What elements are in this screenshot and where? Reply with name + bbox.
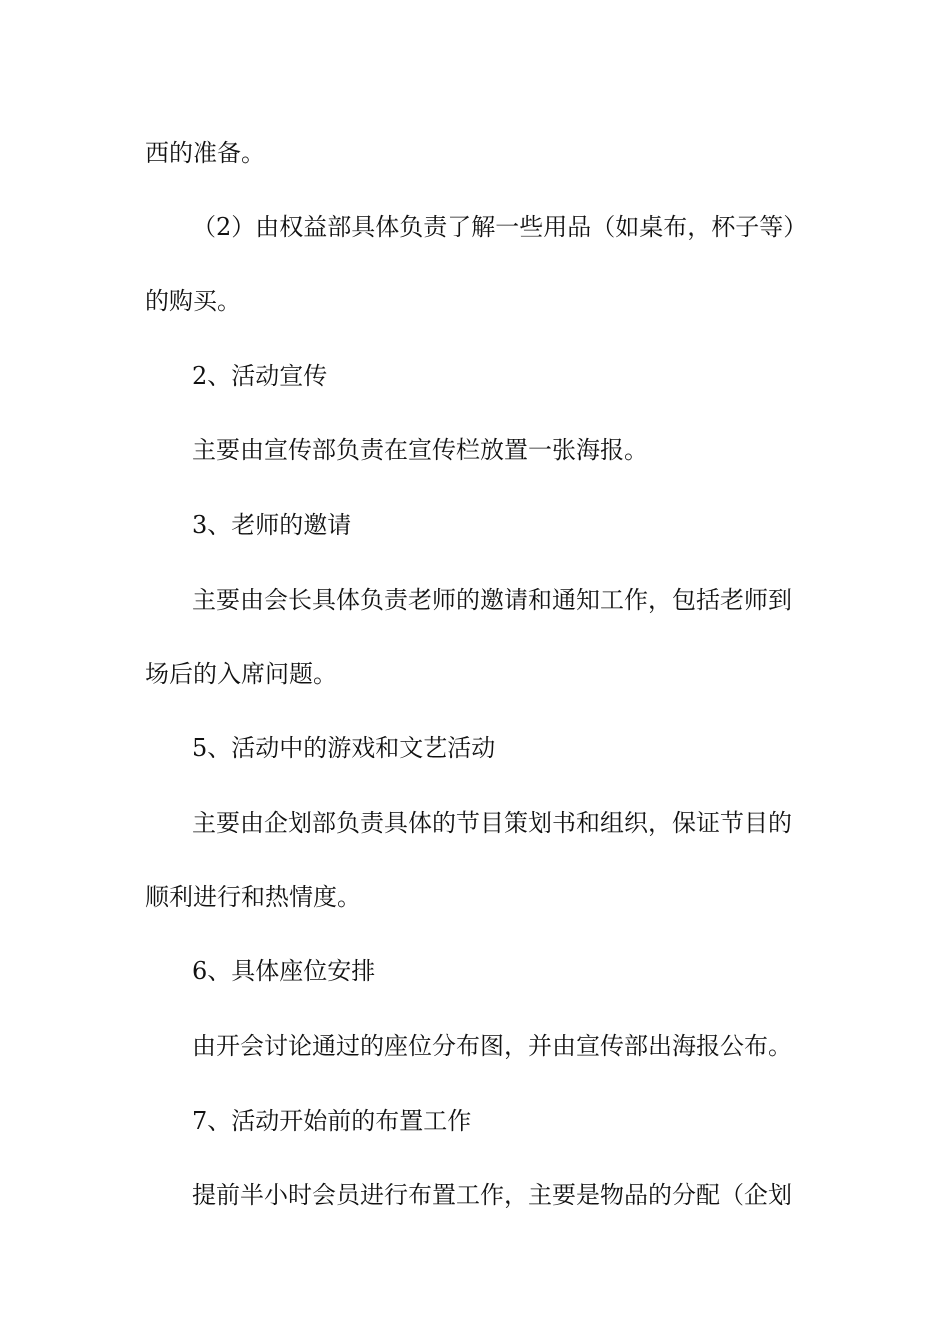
text-line-continuation-purchase: 的购买。 <box>145 287 241 315</box>
paragraph-setup: 提前半小时会员进行布置工作，主要是物品的分配（企划 <box>192 1181 792 1209</box>
paragraph-games-line-1: 主要由企划部负责具体的节目策划书和组织，保证节目的 <box>192 809 792 837</box>
section-heading-games-performances: 5、活动中的游戏和文艺活动 <box>192 734 496 762</box>
paragraph-teacher-invitation-line-2: 场后的入席问题。 <box>145 660 337 688</box>
text-line-continuation-preparation: 西的准备。 <box>145 139 265 167</box>
section-heading-publicity: 2、活动宣传 <box>192 362 328 390</box>
section-heading-teacher-invitation: 3、老师的邀请 <box>192 511 352 539</box>
paragraph-games-line-2: 顺利进行和热情度。 <box>145 883 361 911</box>
section-heading-setup: 7、活动开始前的布置工作 <box>192 1107 472 1135</box>
paragraph-seating: 由开会讨论通过的座位分布图，并由宣传部出海报公布。 <box>192 1032 792 1060</box>
section-heading-seating: 6、具体座位安排 <box>192 957 376 985</box>
paragraph-publicity: 主要由宣传部负责在宣传栏放置一张海报。 <box>192 436 648 464</box>
text-line-item-2-supplies: （2）由权益部具体负责了解一些用品（如桌布，杯子等） <box>192 213 808 241</box>
paragraph-teacher-invitation-line-1: 主要由会长具体负责老师的邀请和通知工作，包括老师到 <box>192 586 792 614</box>
